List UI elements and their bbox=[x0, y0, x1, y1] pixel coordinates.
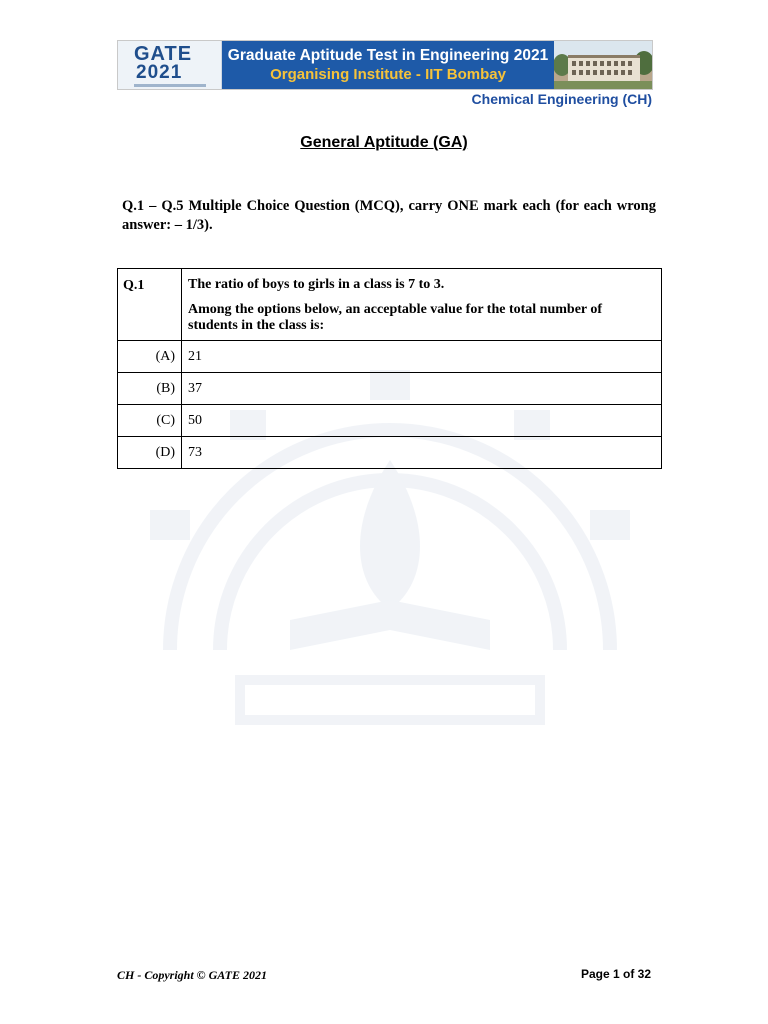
question-row bbox=[118, 269, 662, 341]
question-text bbox=[182, 269, 662, 341]
banner-title-line2: Organising Institute - IIT Bombay bbox=[270, 66, 506, 83]
option-value: 50 bbox=[182, 405, 662, 437]
option-value: 37 bbox=[182, 373, 662, 405]
option-value: 73 bbox=[182, 437, 662, 469]
option-label: (A) bbox=[118, 341, 182, 373]
option-row-c bbox=[118, 405, 662, 437]
footer-page-number: Page 1 of 32 bbox=[580, 967, 651, 981]
question-prompt: Among the options below, an acceptable value for the total number of students in the class is: bbox=[188, 302, 603, 333]
section-instructions: Q.1 – Q.5 Multiple Choice Question (MCQ), carry ONE mark each (for each wrong answer: – 1/3). bbox=[122, 198, 656, 233]
building-illustration bbox=[554, 41, 652, 89]
banner-title bbox=[222, 41, 554, 89]
option-row-a bbox=[118, 341, 662, 373]
option-value: 21 bbox=[182, 341, 662, 373]
banner-title-line1: Graduate Aptitude Test in Engineering 2021 bbox=[227, 47, 549, 64]
institute-building-image bbox=[554, 41, 652, 89]
option-row-b bbox=[118, 373, 662, 405]
question-statement: The ratio of boys to girls in a class is 7 to 3. bbox=[188, 277, 445, 292]
gate-logo bbox=[118, 41, 222, 89]
question-number: Q.1 bbox=[118, 269, 182, 341]
logo-text-year: 2021 bbox=[136, 62, 183, 83]
option-label: (B) bbox=[118, 373, 182, 405]
option-label: (C) bbox=[118, 405, 182, 437]
question-table bbox=[117, 268, 662, 469]
subject-label: Chemical Engineering (CH) bbox=[471, 91, 652, 107]
option-label: (D) bbox=[118, 437, 182, 469]
logo-strip bbox=[134, 84, 206, 87]
option-row-d bbox=[118, 437, 662, 469]
footer-copyright: CH - Copyright © GATE 2021 bbox=[117, 968, 267, 982]
logo-text-gate: GATE bbox=[134, 43, 193, 65]
section-title: General Aptitude (GA) bbox=[300, 134, 468, 151]
header-banner bbox=[117, 40, 653, 90]
